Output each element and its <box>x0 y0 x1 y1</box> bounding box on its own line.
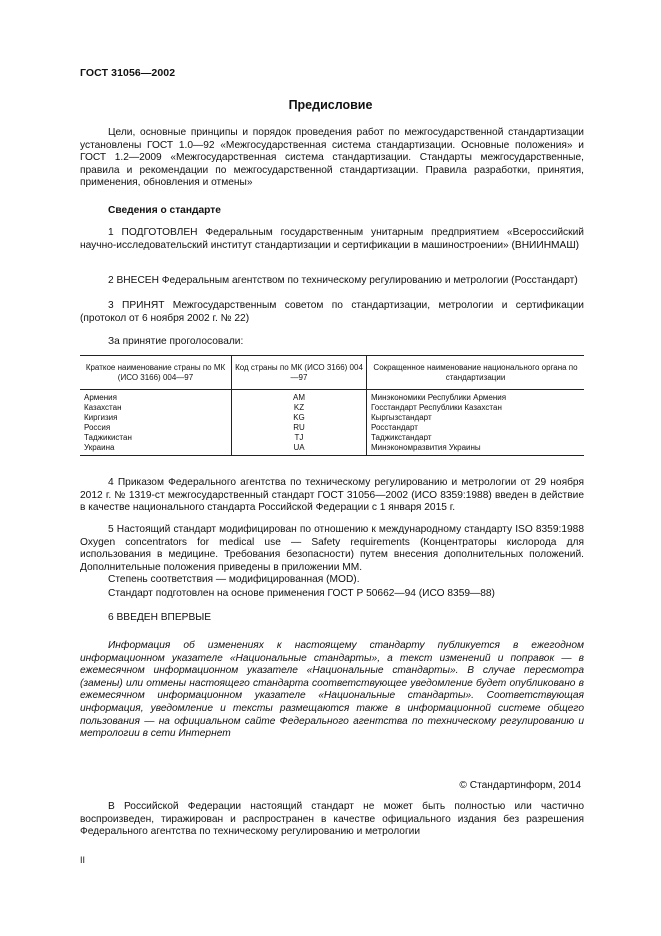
country-name: Таджикистан <box>84 433 132 442</box>
country-name: Казахстан <box>84 403 122 412</box>
table-header-row <box>80 356 584 390</box>
table-row <box>80 443 584 456</box>
page-title: Предисловие <box>288 98 373 112</box>
country-name: Киргизия <box>84 413 118 422</box>
standards-body: Кыргызстандарт <box>367 413 585 423</box>
standards-body: Росстандарт <box>367 423 585 433</box>
country-code: UA <box>232 443 367 456</box>
country-code: KG <box>232 413 367 423</box>
item-5-degree: Степень соответствия — модифицированная (MOD). <box>108 574 360 585</box>
info-heading: Сведения о стандарте <box>108 205 221 216</box>
table-row <box>80 390 584 404</box>
country-code: RU <box>232 423 367 433</box>
voting-table <box>80 355 584 456</box>
item-1-prepared: 1 ПОДГОТОВЛЕН Федеральным государственным унитарным предприятием «Всероссийский научно-исследовательский институт стандартизации и сертификации в машиностроении» (ВНИИНМАШ) <box>80 227 584 251</box>
item-4-enacted: 4 Приказом Федерального агентства по техническому регулированию и метрологии от 29 ноября 2012 г. № 1319-ст межгосударственный стандарт ГОСТ 31056—2002 (ИСО 8359:1988) введен в действие в качестве национального стандарта Российской Федерации с 1 января 2015 г. <box>80 477 584 514</box>
standards-body: Минэкономики Республики Армения <box>367 390 585 404</box>
standards-body: Госстандарт Республики Казахстан <box>367 403 585 413</box>
table-header-country: Краткое наименование страны по МК (ИСО 3166) 004—97 <box>80 356 232 390</box>
item-5-basis: Стандарт подготовлен на основе применения ГОСТ Р 50662—94 (ИСО 8359—88) <box>108 588 495 599</box>
reproduction-restriction: В Российской Федерации настоящий стандарт не может быть полностью или частично воспроизведен, тиражирован и распространен в качестве официального издания без разрешения Федерального агентства по техническому регулированию и метрологии <box>80 801 584 838</box>
table-row <box>80 423 584 433</box>
change-notice: Информация об изменениях к настоящему стандарту публикуется в ежегодном информационном указателе «Национальные стандарты», а текст изменений и поправок — в ежемесячном информационном указателе «Национальные стандарты». В случае пересмотра (замены) или отмены настоящего стандарта соответствующее уведомление будет опубликовано в ежемесячном информационном указателе «Национальные стандарты». Соответствующая информация, уведомление и тексты размещаются также в информационной системе общего пользования — на официальном сайте Федерального агентства по техническому регулированию и метрологии в сети Интернет <box>80 640 584 740</box>
standards-body: Минэкономразвития Украины <box>367 443 585 456</box>
intro-paragraph: Цели, основные принципы и порядок проведения работ по межгосударственной стандартизации установлены ГОСТ 1.0—92 «Межгосударственная система стандартизации. Основные положения» и ГОСТ 1.2—2009 «Межгосударственная система стандартизации. Стандарты межгосударственные, правила и рекомендации по межгосударственной стандартизации. Правила разработки, принятия, применения, обновления и отмены» <box>80 127 584 189</box>
table-row <box>80 433 584 443</box>
country-name: Украина <box>80 443 232 456</box>
item-5-modified: 5 Настоящий стандарт модифицирован по отношению к международному стандарту ISO 8359:1988 Oxygen concentrators for medical use — Safety requirements (Концентраторы кислорода для использования в медицине. Требования безопасности) путем внесения дополнительных положений. Дополнительные положения приведены в приложении ММ. <box>80 524 584 573</box>
table-row <box>80 403 584 413</box>
country-name: Армения <box>84 393 117 402</box>
country-code: AM <box>232 390 367 404</box>
standards-body: Таджикстандарт <box>367 433 585 443</box>
country-code: TJ <box>232 433 367 443</box>
item-3-adopted: 3 ПРИНЯТ Межгосударственным советом по стандартизации, метрологии и сертификации (протокол от 6 ноября 2002 г. № 22) <box>80 300 584 324</box>
table-header-body: Сокращенное наименование национального органа по стандартизации <box>367 356 585 390</box>
table-header-code: Код страны по МК (ИСО 3166) 004—97 <box>232 356 367 390</box>
item-2-submitted: 2 ВНЕСЕН Федеральным агентством по техническому регулированию и метрологии (Росстандарт) <box>108 275 578 286</box>
country-name: Россия <box>84 423 111 432</box>
copyright-notice: © Стандартинформ, 2014 <box>459 780 581 791</box>
document-header: ГОСТ 31056—2002 <box>80 67 176 79</box>
country-code: KZ <box>232 403 367 413</box>
vote-label: За принятие проголосовали: <box>108 336 244 347</box>
table-row <box>80 413 584 423</box>
item-6-introduced: 6 ВВЕДЕН ВПЕРВЫЕ <box>108 612 212 623</box>
page-number: II <box>80 855 86 865</box>
